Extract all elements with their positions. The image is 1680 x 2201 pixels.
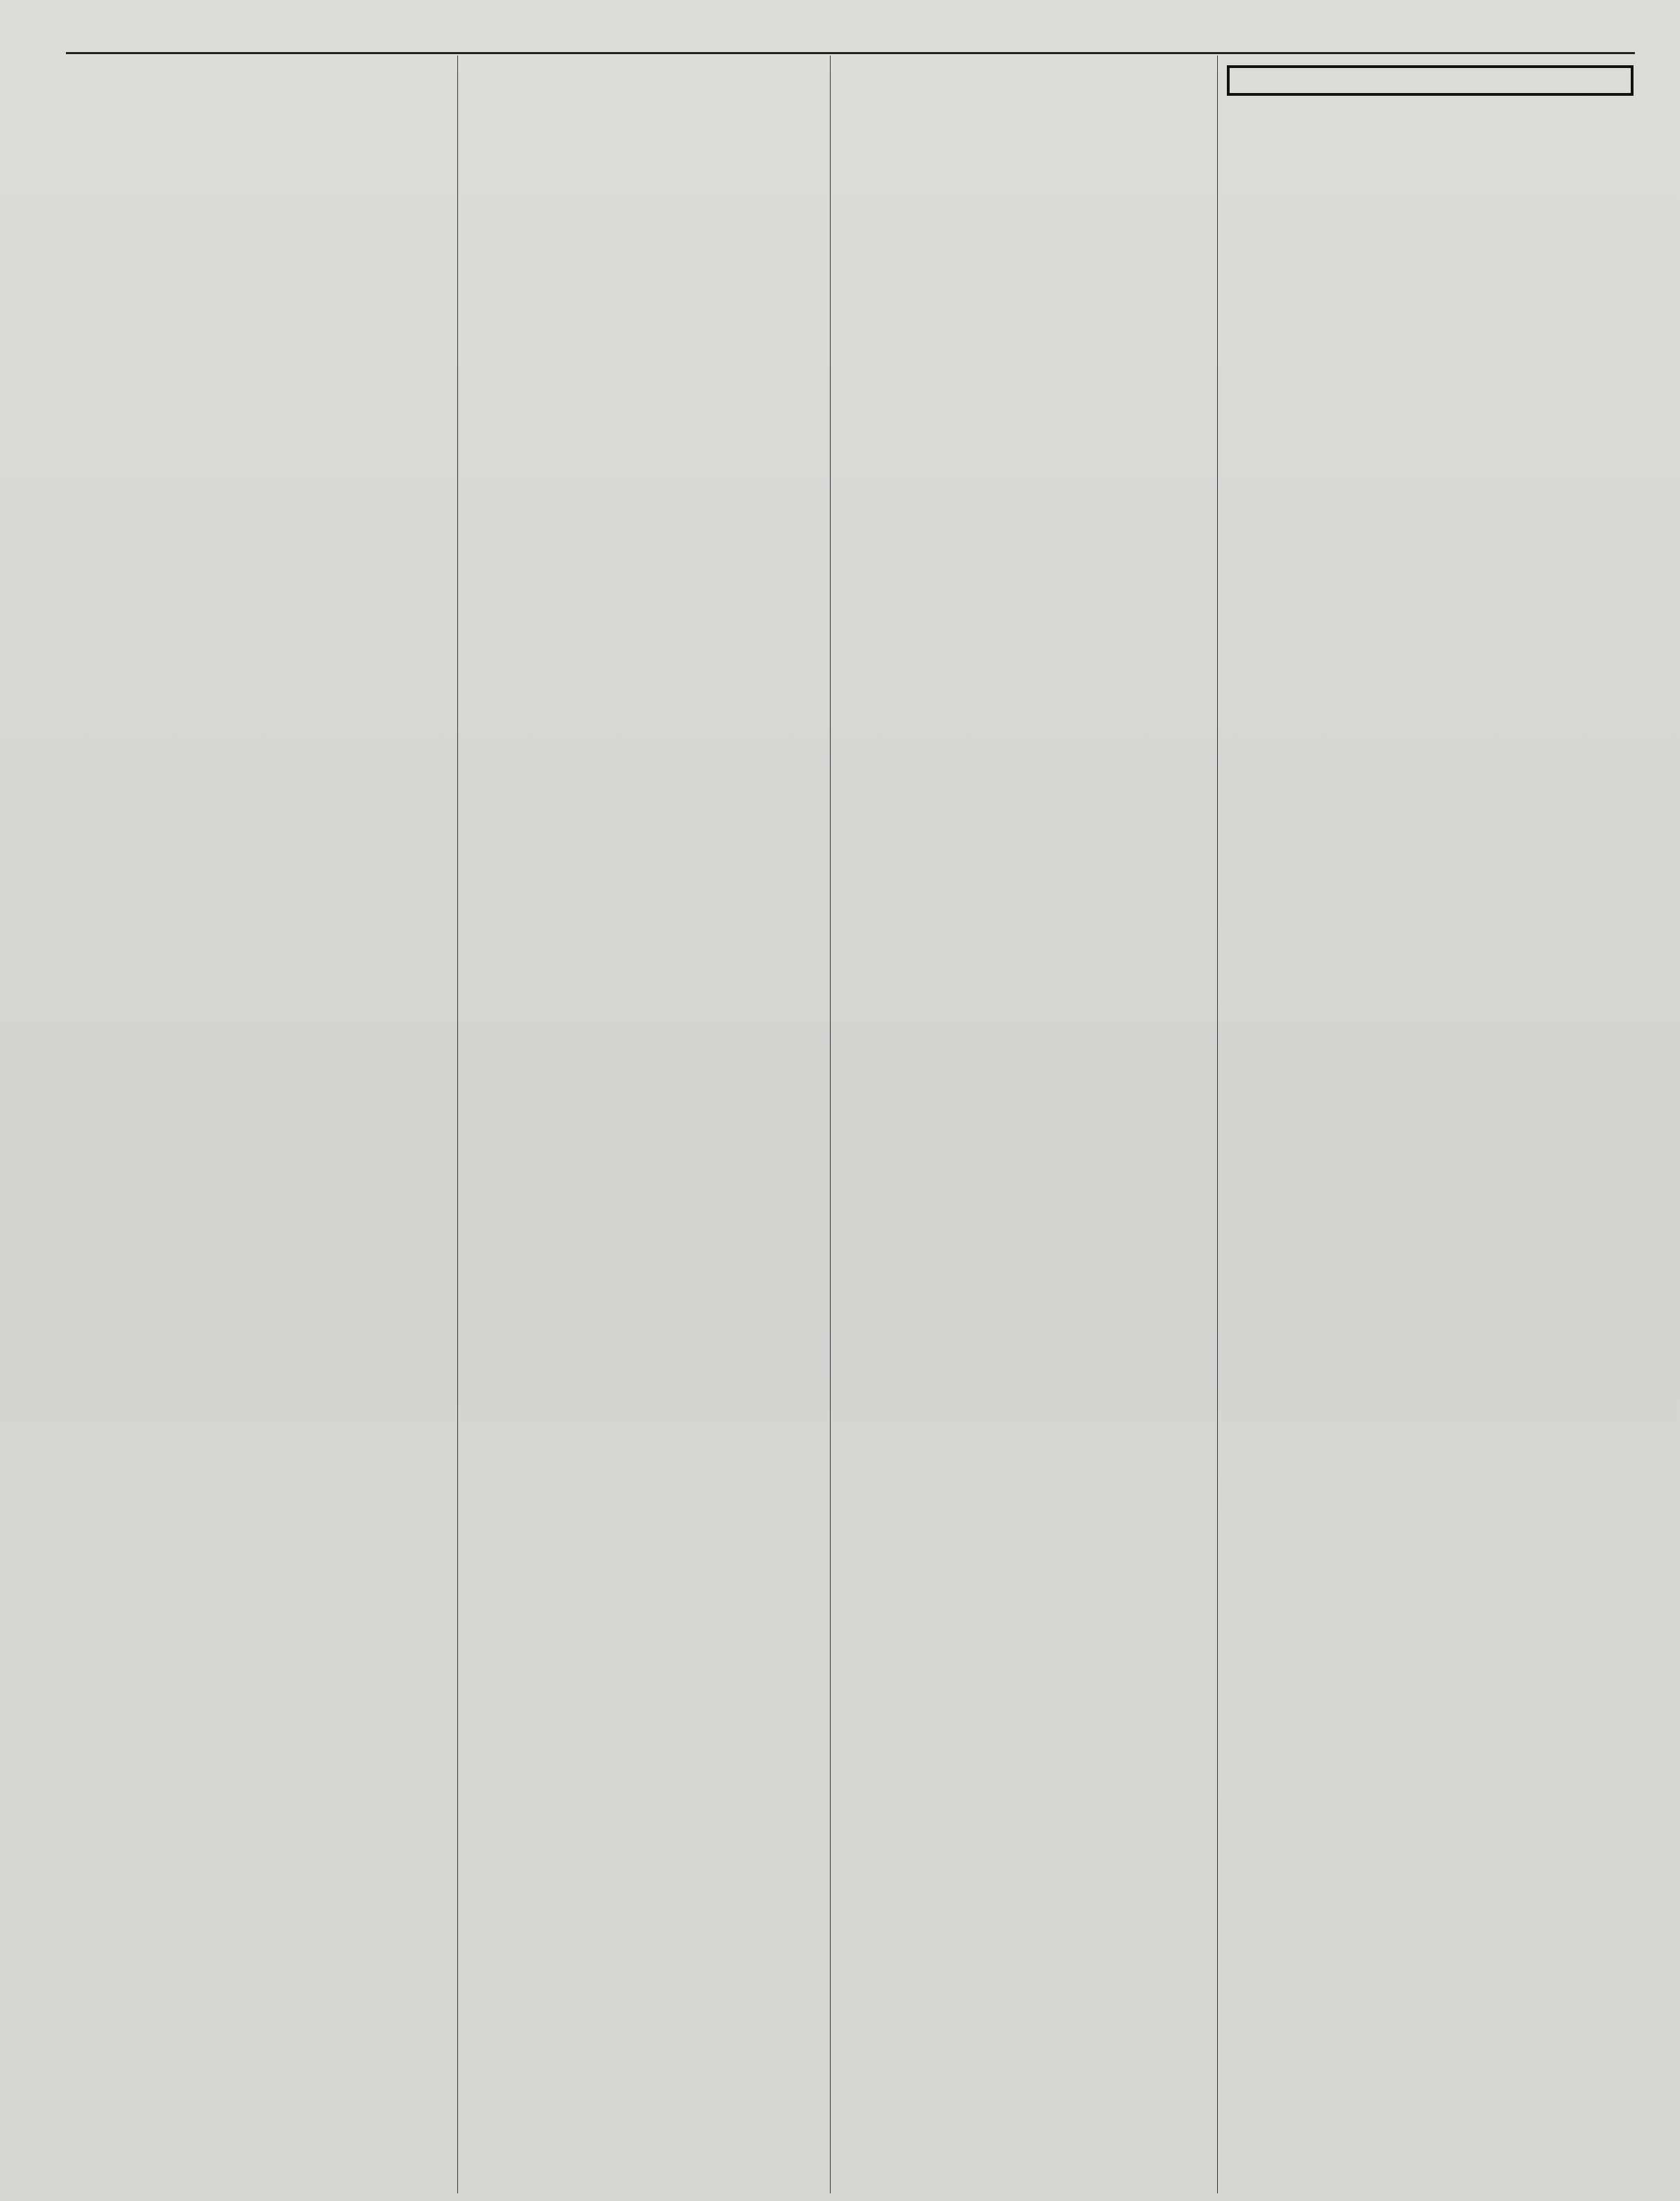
page-header — [61, 11, 1638, 47]
column-divider — [457, 56, 458, 2193]
directory-column-3 — [832, 60, 1215, 2191]
directory-column-2 — [460, 60, 828, 2191]
directory-column-4 — [1220, 60, 1636, 2191]
advertisement-box — [1227, 65, 1634, 96]
header-rule — [66, 52, 1635, 54]
directory-column-1 — [66, 60, 455, 2191]
column-divider — [1217, 56, 1218, 2193]
column-divider — [830, 56, 831, 2193]
